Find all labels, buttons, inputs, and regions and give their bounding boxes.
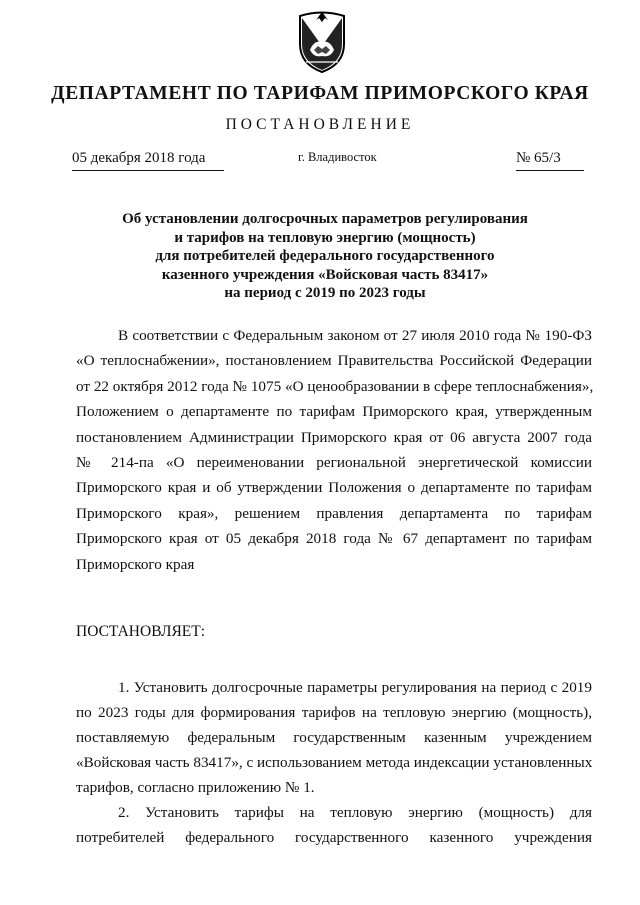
paragraph-line: от 22 октября 2012 года № 1075 «О ценообразовании в сфере теплоснабжения», xyxy=(76,377,594,395)
paragraph-line: Приморского края», решением правления департамента по тарифам xyxy=(76,504,592,522)
decree-city: г. Владивосток xyxy=(298,150,377,164)
preamble-paragraph xyxy=(76,323,592,577)
paragraph-line: «О теплоснабжении», постановлением Правительства Российской Федерации xyxy=(76,352,592,370)
title-line: и тарифов на тепловую энергию (мощность) xyxy=(174,229,476,246)
document-type-heading: ПОСТАНОВЛЕНИЕ xyxy=(225,116,415,133)
item-1-paragraph xyxy=(76,675,592,800)
paragraph-line: постановлением Администрации Приморского края от 06 августа 2007 года xyxy=(76,428,592,446)
paragraph-line: по 2023 годы для формирования тарифов на тепловую энергию (мощность), xyxy=(76,704,592,721)
decree-title xyxy=(90,210,560,303)
paragraph-line: потребителей федерального государственного казенного учреждения xyxy=(76,829,592,846)
paragraph-line: «Войсковая часть 83417», с использованием метода индексации установленных xyxy=(76,754,593,771)
decree-number: № 65/3 xyxy=(516,150,584,171)
item-2-paragraph xyxy=(76,800,592,850)
title-line: на период с 2019 по 2023 годы xyxy=(224,285,426,301)
paragraph-line: Положением о департаменте по тарифам Приморского края, утвержденным xyxy=(76,403,592,421)
paragraph-line: Приморского края xyxy=(76,555,195,573)
title-line: для потребителей федерального государственного xyxy=(155,248,495,264)
paragraph-line: № 214-па «О переименовании региональной энергетической комиссии xyxy=(76,454,592,472)
paragraph-line: поставляемую федеральным государственным казенным учреждением xyxy=(76,729,592,746)
decree-date: 05 декабря 2018 года xyxy=(72,150,224,171)
primorsky-coat-of-arms-icon xyxy=(292,6,352,76)
paragraph-line: тарифов, согласно приложению № 1. xyxy=(76,779,315,796)
paragraph-line: 1. Установить долгосрочные параметры регулирования на период с 2019 xyxy=(118,679,592,696)
paragraph-line: В соответствии с Федеральным законом от 27 июля 2010 года № 190-ФЗ xyxy=(118,327,592,344)
paragraph-line: 2. Установить тарифы на тепловую энергию (мощность) для xyxy=(118,804,592,821)
title-line: Об установлении долгосрочных параметров регулирования xyxy=(122,211,528,227)
department-heading: ДЕПАРТАМЕНТ ПО ТАРИФАМ ПРИМОРСКОГО КРАЯ xyxy=(51,83,589,104)
paragraph-line: Приморского края от 05 декабря 2018 года № 67 департамент по тарифам xyxy=(76,530,592,548)
resolves-heading: ПОСТАНОВЛЯЕТ: xyxy=(76,623,206,640)
title-line: казенного учреждения «Войсковая часть 83417» xyxy=(161,266,489,283)
paragraph-line: Приморского края и об утверждении Положения о департаменте по тарифам xyxy=(76,479,592,497)
